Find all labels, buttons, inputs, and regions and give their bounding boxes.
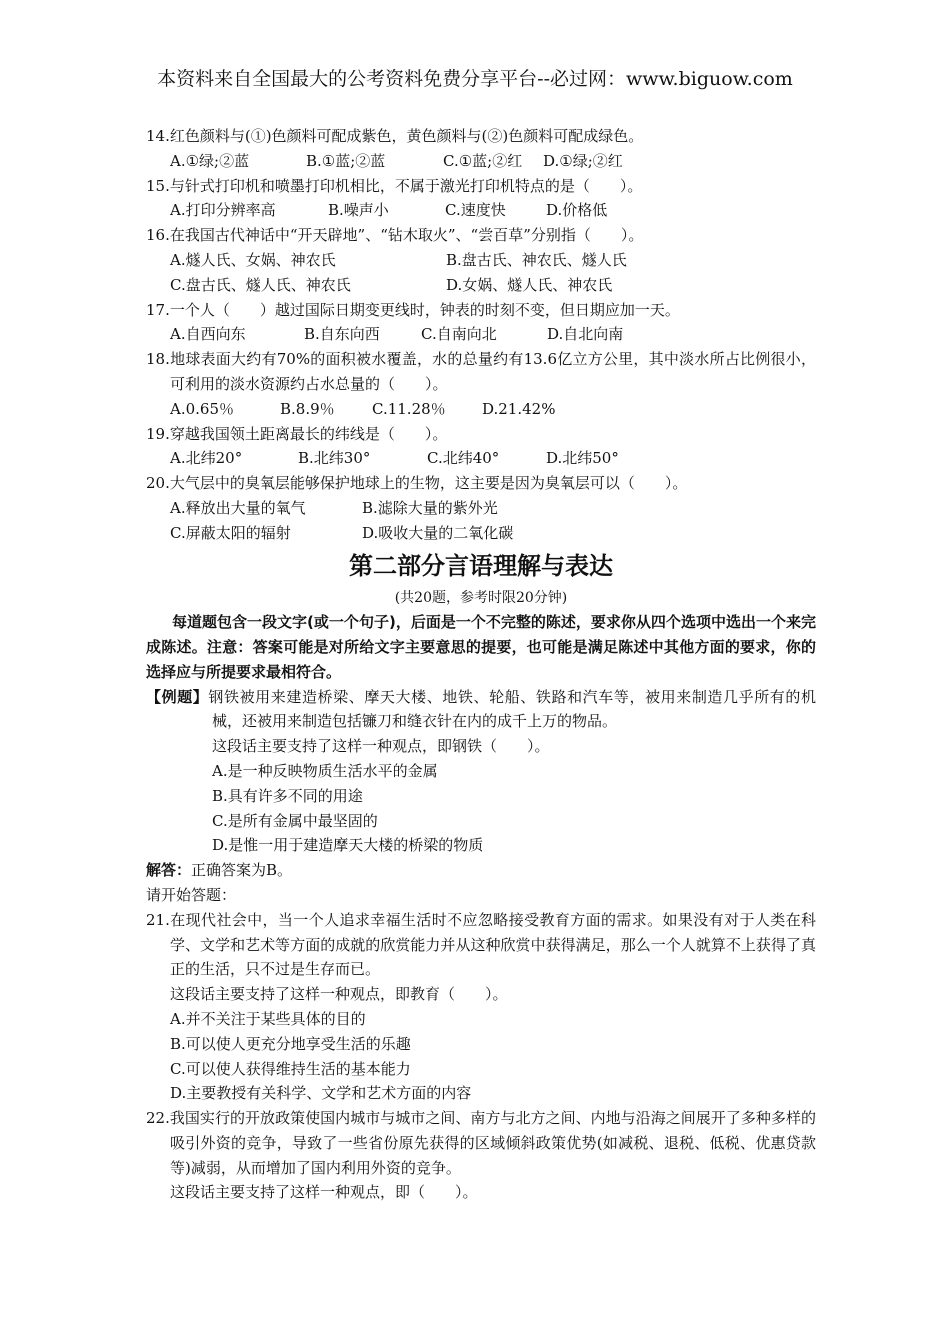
question-15-options [146, 198, 816, 223]
question-21-option-a: A.并不关注于某些具体的目的 [170, 1009, 366, 1028]
option-c: C.盘古氏、燧人氏、神农氏 [170, 275, 351, 294]
question-21-option-c: C.可以使人获得维持生活的基本能力 [170, 1059, 411, 1078]
question-17-options [146, 322, 816, 347]
question-19-stem: 19.穿越我国领土距离最长的纬线是（ ）。 [146, 424, 448, 443]
question-21-option-d: D.主要教授有关科学、文学和艺术方面的内容 [170, 1084, 472, 1103]
option-c: C.①蓝;②红 [443, 151, 523, 170]
option-c: C.自南向北 [421, 325, 497, 344]
option-b: B.北纬30° [298, 449, 371, 468]
question-20-stem: 20.大气层中的臭氧层能够保护地球上的生物，这主要是因为臭氧层可以（ ）。 [146, 474, 688, 493]
question-18-options [146, 397, 816, 422]
question-16-stem: 16.在我国古代神话中“开天辟地”、“钻木取火”、“尝百草”分别指（ ）。 [146, 226, 644, 245]
example-label: 【例题】 [146, 687, 209, 706]
example-option-c: C.是所有金属中最坚固的 [212, 811, 378, 830]
question-16-options-row1 [146, 248, 816, 273]
question-14-options [146, 149, 816, 174]
question-18-stem: 18.地球表面大约有70%的面积被水覆盖，水的总量约有13.6亿立方公里，其中淡水所占比例很小，可利用的淡水资源约占水总量的（ ）。 [146, 350, 816, 393]
option-b: B.①蓝;②蓝 [306, 151, 386, 170]
question-20-options-row1 [146, 496, 816, 521]
option-b: B.盘古氏、神农氏、燧人氏 [446, 250, 627, 269]
question-21-stem: 21.在现代社会中，当一个人追求幸福生活时不应忽略接受教育方面的需求。如果没有对于人类在科学、文学和艺术等方面的成就的欣赏能力并从这种欣赏中获得满足，那么一个人就算不上获得了真正的生活，只不过是生存而已。 [146, 910, 816, 979]
page-content [146, 124, 816, 1205]
option-d: D.价格低 [546, 201, 608, 220]
example-answer [146, 858, 816, 883]
option-a: A.①绿;②蓝 [170, 151, 250, 170]
option-b: B.噪声小 [328, 201, 389, 220]
example-option-b: B.具有许多不同的用途 [212, 786, 363, 805]
option-b: B.8.9％ [280, 399, 335, 418]
example-text [146, 685, 816, 735]
page-header: 本资料来自全国最大的公考资料免费分享平台--必过网：www.biguow.com [157, 68, 793, 90]
example-option-d: D.是惟一用于建造摩天大楼的桥梁的物质 [212, 836, 484, 855]
option-b: B.自东向西 [304, 325, 380, 344]
option-a: A.0.65％ [170, 399, 234, 418]
question-19-options [146, 446, 816, 471]
answer-label: 解答： [146, 861, 192, 880]
example-option-a: A.是一种反映物质生活水平的金属 [212, 761, 438, 780]
section-instructions: 每道题包含一段文字(或一个句子)，后面是一个不完整的陈述，要求你从四个选项中选出一个来完成陈述。注意：答案可能是对所给文字主要意思的提要，也可能是满足陈述中其他方面的要求，你的选择应与所提要求最相符合。 [146, 612, 816, 681]
answer-text: 正确答案为B。 [191, 861, 293, 880]
start-prompt: 请开始答题： [146, 885, 237, 904]
option-a: A.打印分辨率高 [170, 201, 276, 220]
option-b: B.滤除大量的紫外光 [362, 498, 498, 517]
option-c: C.北纬40° [427, 449, 500, 468]
option-c: C.速度快 [445, 201, 506, 220]
option-d: D.①绿;②红 [543, 151, 623, 170]
option-a: A.自西向东 [170, 325, 246, 344]
option-d: D.自北向南 [547, 325, 624, 344]
option-a: A.释放出大量的氧气 [170, 498, 306, 517]
section-subtitle: (共20题，参考时限20分钟) [394, 589, 568, 606]
question-14-stem: 14.红色颜料与(①)色颜料可配成紫色，黄色颜料与(②)色颜料可配成绿色。 [146, 127, 644, 145]
question-22-question: 这段话主要支持了这样一种观点，即（ ）。 [170, 1183, 478, 1202]
question-22-stem: 22.我国实行的开放政策使国内城市与城市之间、南方与北方之间、内地与沿海之间展开了多种多样的吸引外资的竞争，导致了一些省份原先获得的区域倾斜政策优势(如减税、退税、低税、优惠贷款等)减弱，从而增加了国内利用外资的竞争。 [146, 1109, 816, 1177]
question-16-options-row2 [146, 273, 816, 298]
question-15-stem: 15.与针式打印机和喷墨打印机相比，不属于激光打印机特点的是（ ）。 [146, 176, 643, 195]
question-20-options-row2 [146, 521, 816, 546]
option-a: A.燧人氏、女娲、神农氏 [170, 250, 336, 269]
section-title: 第二部分言语理解与表达 [349, 551, 613, 580]
option-a: A.北纬20° [170, 449, 243, 468]
option-d: D.女娲、燧人氏、神农氏 [446, 275, 613, 294]
question-21-option-b: B.可以使人更充分地享受生活的乐趣 [170, 1034, 411, 1053]
question-21-question: 这段话主要支持了这样一种观点，即教育（ ）。 [170, 985, 508, 1004]
option-d: D.21.42% [482, 399, 556, 418]
option-d: D.吸收大量的二氧化碳 [362, 523, 514, 542]
question-17-stem: 17.一个人（ ）越过国际日期变更线时，钟表的时刻不变，但日期应加一天。 [146, 300, 680, 319]
example-body: 钢铁被用来建造桥梁、摩天大楼、地铁、轮船、铁路和汽车等，被用来制造几乎所有的机械，还被用来制造包括镰刀和缝衣针在内的成千上万的物品。 [208, 687, 816, 731]
option-d: D.北纬50° [546, 449, 619, 468]
example-question: 这段话主要支持了这样一种观点，即钢铁（ ）。 [212, 737, 550, 756]
option-c: C.屏蔽太阳的辐射 [170, 523, 291, 542]
option-c: C.11.28％ [372, 399, 446, 418]
